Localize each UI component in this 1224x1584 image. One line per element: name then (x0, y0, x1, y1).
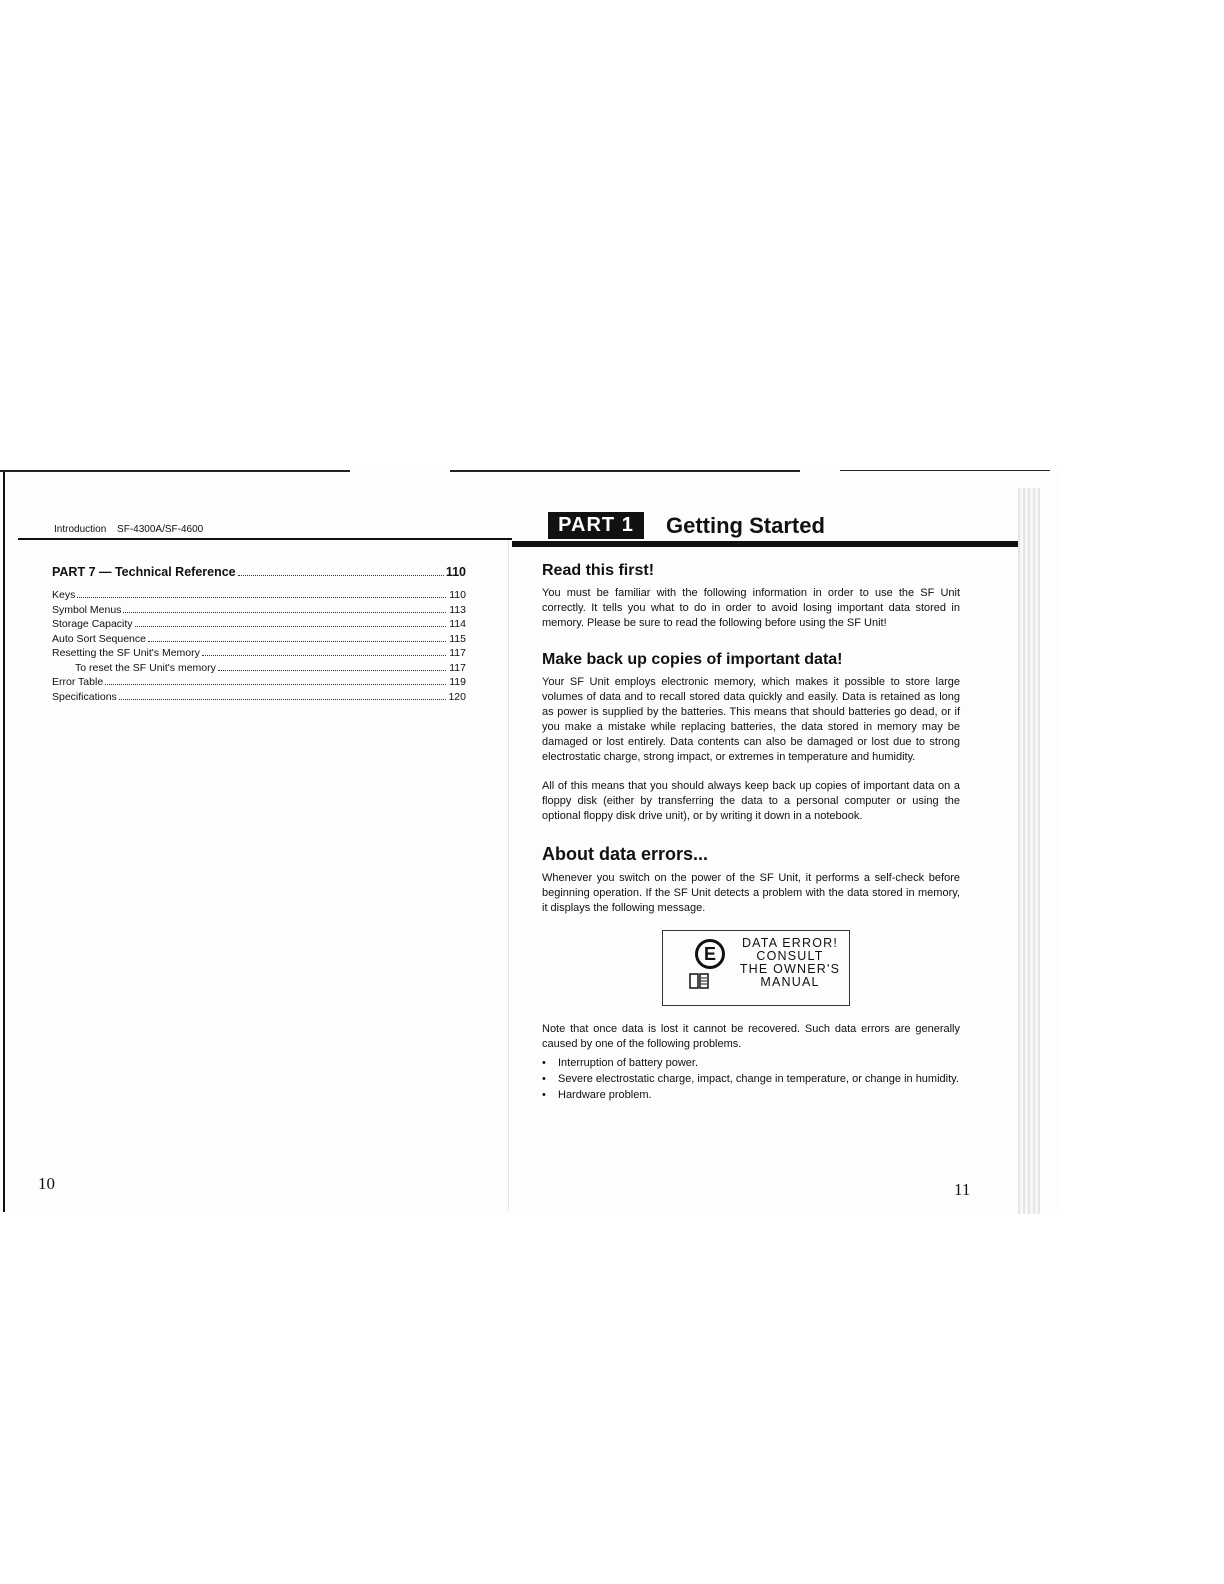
right-page-content (542, 562, 960, 1122)
toc-entry-page: 114 (449, 618, 466, 630)
toc-entry (52, 675, 466, 690)
paragraph: All of this means that you should always keep back up copies of important data on a floppy disk (either by transferring the data to a personal computer or using the optional floppy disk drive unit), or by writing it down in a notebook. (542, 780, 960, 822)
header-rule (18, 538, 512, 540)
running-head-section: Introduction (54, 524, 107, 535)
toc-entry-page: 119 (449, 676, 466, 688)
leader-dots (105, 684, 446, 685)
paragraph: Your SF Unit employs electronic memory, which makes it possible to store large volumes of data and to recall stored data quickly and easily. Data is retained as long as power is supplied by the batteries. This means that should batteries go dead, or if you make a mistake while replacing batteries, the data stored in memory may be damaged or lost entirely. Data contents can also be damaged or lost due to strong electrostatic charge, strong impact, or extremes in temperature and humidity. (542, 676, 960, 763)
message-line: MANUAL (760, 975, 820, 989)
toc-part-page: 110 (445, 565, 466, 579)
error-message-text (735, 937, 845, 989)
section-heading: Make back up copies of important data! (542, 651, 843, 668)
cause-list (542, 1056, 960, 1102)
leader-dots (202, 655, 446, 656)
leader-dots (135, 626, 446, 627)
part-title: Getting Started (666, 513, 825, 538)
toc-entry (52, 617, 466, 632)
message-line: DATA ERROR! (741, 936, 839, 950)
page-edge (3, 472, 5, 1212)
message-line: CONSULT (756, 949, 824, 963)
section-heading: About data errors... (542, 844, 709, 864)
gutter-fold (508, 540, 509, 1210)
header-rule (512, 541, 1018, 547)
section-backup (542, 651, 960, 824)
list-item: • Severe electrostatic charge, impact, change in temperature, or change in humidity. (542, 1072, 960, 1086)
scan-edge-line (0, 470, 350, 472)
toc-entry (52, 690, 466, 705)
manual-book-icon (689, 973, 709, 989)
leader-dots (148, 641, 446, 642)
leader-dots (77, 597, 446, 598)
toc-entry-page: 117 (449, 647, 466, 659)
error-message-display (662, 930, 850, 1006)
toc-entry-label: Specifications (52, 690, 117, 703)
leader-dots (119, 699, 446, 700)
part-label-badge: PART 1 (548, 512, 644, 539)
table-of-contents (52, 565, 466, 704)
toc-entry-page: 113 (449, 603, 466, 616)
section-data-errors (542, 844, 960, 1102)
running-head (54, 524, 211, 535)
page-number-right: 11 (954, 1180, 971, 1199)
toc-entry-page: 110 (449, 589, 466, 601)
toc-entry (52, 588, 466, 603)
section-heading: Read this first! (542, 562, 655, 579)
page-edge (1018, 488, 1040, 1214)
toc-entry-label: Symbol Menus (52, 603, 122, 616)
toc-entry-label: Error Table (52, 676, 104, 688)
toc-entry-label: Storage Capacity (52, 618, 133, 630)
paragraph: Note that once data is lost it cannot be recovered. Such data errors are generally caused by one of the following problems. (542, 1023, 960, 1050)
toc-entry (52, 603, 466, 618)
section-read-first (542, 562, 960, 631)
leader-dots (123, 612, 446, 613)
scan-edge-line (450, 470, 800, 472)
paragraph: Whenever you switch on the power of the SF Unit, it performs a self-check before beginning operation. If the SF Unit detects a problem with the data stored in memory, it displays the following message. (542, 872, 960, 914)
toc-entry-label: To reset the SF Unit's memory (75, 661, 216, 674)
toc-entry (52, 646, 466, 661)
toc-entry (52, 632, 466, 647)
toc-entry-page: 115 (449, 632, 466, 645)
toc-entry-label: Keys (52, 589, 76, 601)
paragraph: You must be familiar with the following information in order to use the SF Unit correctly. It tells you what to do in order to avoid losing important data stored in memory. Please be sure to read the following before using the SF Unit! (542, 587, 960, 629)
list-item: • Interruption of battery power. (542, 1056, 960, 1070)
message-line: THE OWNER'S (739, 962, 841, 976)
toc-part-heading (52, 565, 466, 579)
leader-dots (238, 575, 444, 576)
toc-entry-label: Auto Sort Sequence (52, 632, 146, 645)
toc-entry-page: 117 (449, 661, 466, 674)
leader-dots (218, 670, 446, 671)
toc-entry-label: Resetting the SF Unit's Memory (52, 647, 200, 659)
scan-edge-line (840, 470, 1050, 471)
error-e-icon: E (695, 939, 725, 969)
toc-entry-page: 120 (448, 690, 466, 703)
running-head-model: SF-4300A/SF-4600 (117, 524, 204, 535)
toc-subentry (52, 661, 466, 676)
toc-part-label: PART 7 — Technical Reference (52, 565, 236, 579)
list-item: • Hardware problem. (542, 1088, 960, 1102)
page-number-left: 10 (38, 1174, 55, 1193)
